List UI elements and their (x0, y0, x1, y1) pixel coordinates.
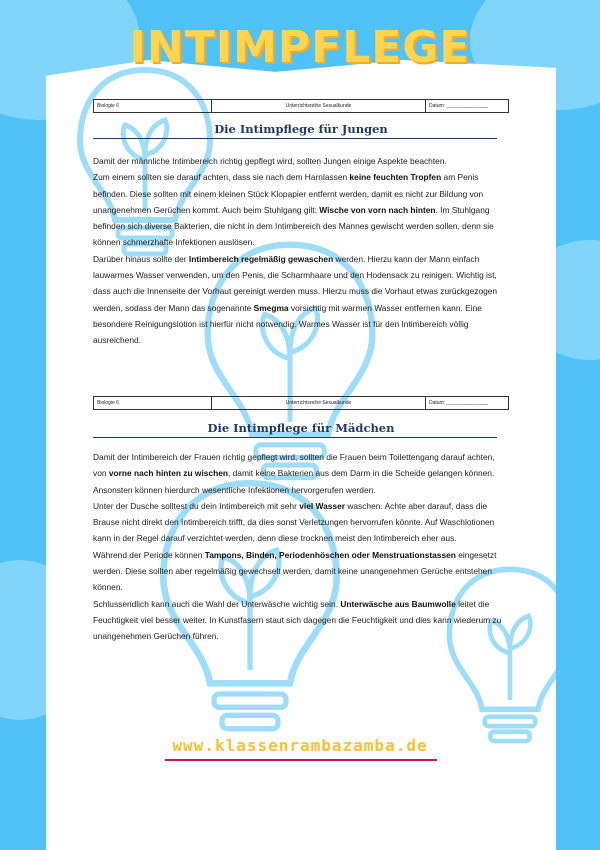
text-run: Darüber hinaus sollte der (93, 253, 189, 264)
emphasis-text: Tampons, Binden, Periodenhöschen oder Menstruationstassen (204, 549, 456, 560)
text-run: am Penis befinden. Diese sollten mit einem kleinen Stück Klopapier entfernt werden, damit es nicht zur Bildung von unangenehmen Gerüchen kommt. Auch beim Stuhlgang gilt: (93, 172, 484, 215)
website-underline (165, 759, 437, 761)
text-run: eingesetzt werden. Diese sollten aber regelmäßig gewechselt werden, damit keine unangenehmen Gerüche entstehen können. (93, 549, 497, 593)
paragraph (93, 449, 505, 498)
header-topic: Unterrichtsreihe Sexualkunde (212, 397, 426, 409)
paragraph (93, 153, 505, 169)
emphasis-text: Smegma (253, 302, 289, 313)
emphasis-text: viel Wasser (299, 500, 345, 511)
text-run: waschen. Achte aber darauf, dass die Brause nicht direkt den Intimbereich trifft, da dies sonst Verletzungen hervorrufen könnte. Auf Waschlotionen kann in der Regel darauf verzichtet werden, denn diese trocknen meist den Intimbereich eher aus. (93, 500, 495, 544)
paragraph (93, 498, 505, 547)
text-run: Damit der Intimbereich der Frauen richtig gepflegt wird, sollten die Frauen beim Toilettengang darauf achten, von (93, 452, 495, 479)
title-divider (93, 138, 497, 139)
website-link[interactable]: www.klassenrambazamba.de (172, 736, 428, 755)
paragraph (93, 169, 505, 250)
emphasis-text: keine feuchten Tropfen (349, 172, 442, 183)
worksheet-header (93, 396, 509, 410)
paragraph (93, 547, 505, 596)
worksheet-header (93, 99, 509, 113)
text-run: Damit der männliche Intimbereich richtig gepflegt wird, sollten Jungen einige Aspekte beachten. (93, 156, 447, 166)
section-title-girls: Die Intimpflege für Mädchen (207, 421, 395, 435)
text-run: . Im Stuhlgang befinden sich diverse Bakterien, die nicht in dem Intimbereich des Mannes gewischt werden sollen, denn sie können schmerzhafte Infektionen auslösen. (93, 204, 494, 248)
emphasis-text: Wische von vorn nach hinten (319, 204, 436, 215)
section-title-boys: Die Intimpflege für Jungen (214, 122, 388, 136)
section-body-boys (93, 153, 505, 349)
text-run: werden. Hierzu kann der Mann einfach lauwarmes Wasser verwenden, um den Penis, die Scharmhaare und den Hodensack zu reinigen. Wichtig ist, dass auch die Innenseite der Vorhaut gereinigt werden muss. Hierzu muss die Vorhaut etwas zurückgezogen werden, sodass der Mann das sogenannte (93, 253, 498, 313)
paragraph (93, 251, 505, 349)
emphasis-text: vorne nach hinten zu wischen (108, 468, 228, 479)
text-run: Unter der Dusche solltest du dein Intimbereich mit sehr (93, 500, 300, 511)
emphasis-text: Unterwäsche aus Baumwolle (340, 598, 456, 609)
text-run: , damit keine Bakterien aus dem Darm in die Scheide gelangen können. Ansonsten können hierdurch wesentliche Infektionen hervorgerufen werden. (93, 468, 495, 495)
text-run: Zum einem sollten sie darauf achten, dass sie nach dem Harnlassen (93, 172, 350, 183)
text-run: Schlussendlich kann auch die Wahl der Unterwäsche wichtig sein. (93, 598, 341, 609)
text-run: vorsichtig mit warmen Wasser entfernen kann. Eine besondere Reinigungslotion ist hierfür nicht notwendig. Warmes Wasser ist für den Intimbereich völlig ausreichend. (93, 302, 482, 346)
header-date: Datum: _______________ (429, 103, 489, 109)
section-body-girls (93, 449, 505, 645)
emphasis-text: Intimbereich regelmäßig gewaschen (188, 253, 334, 264)
text-run: leitet die Feuchtigkeit viel besser weiter. In Kunstfasern staut sich dagegen die Feuchtigkeit und dies kann wiederum zu unangenehmen Gerüchen führen. (93, 598, 502, 642)
header-subject: Biologie 6 (94, 397, 212, 409)
header-topic: Unterrichtsreihe Sexualkunde (212, 100, 426, 112)
header-subject: Biologie 6 (94, 100, 212, 112)
page-title: INTIMPFLEGE (129, 22, 471, 73)
header-date: Datum: _______________ (429, 400, 489, 406)
text-run: Während der Periode können (93, 549, 205, 560)
title-divider (93, 437, 497, 438)
paragraph (93, 596, 505, 645)
